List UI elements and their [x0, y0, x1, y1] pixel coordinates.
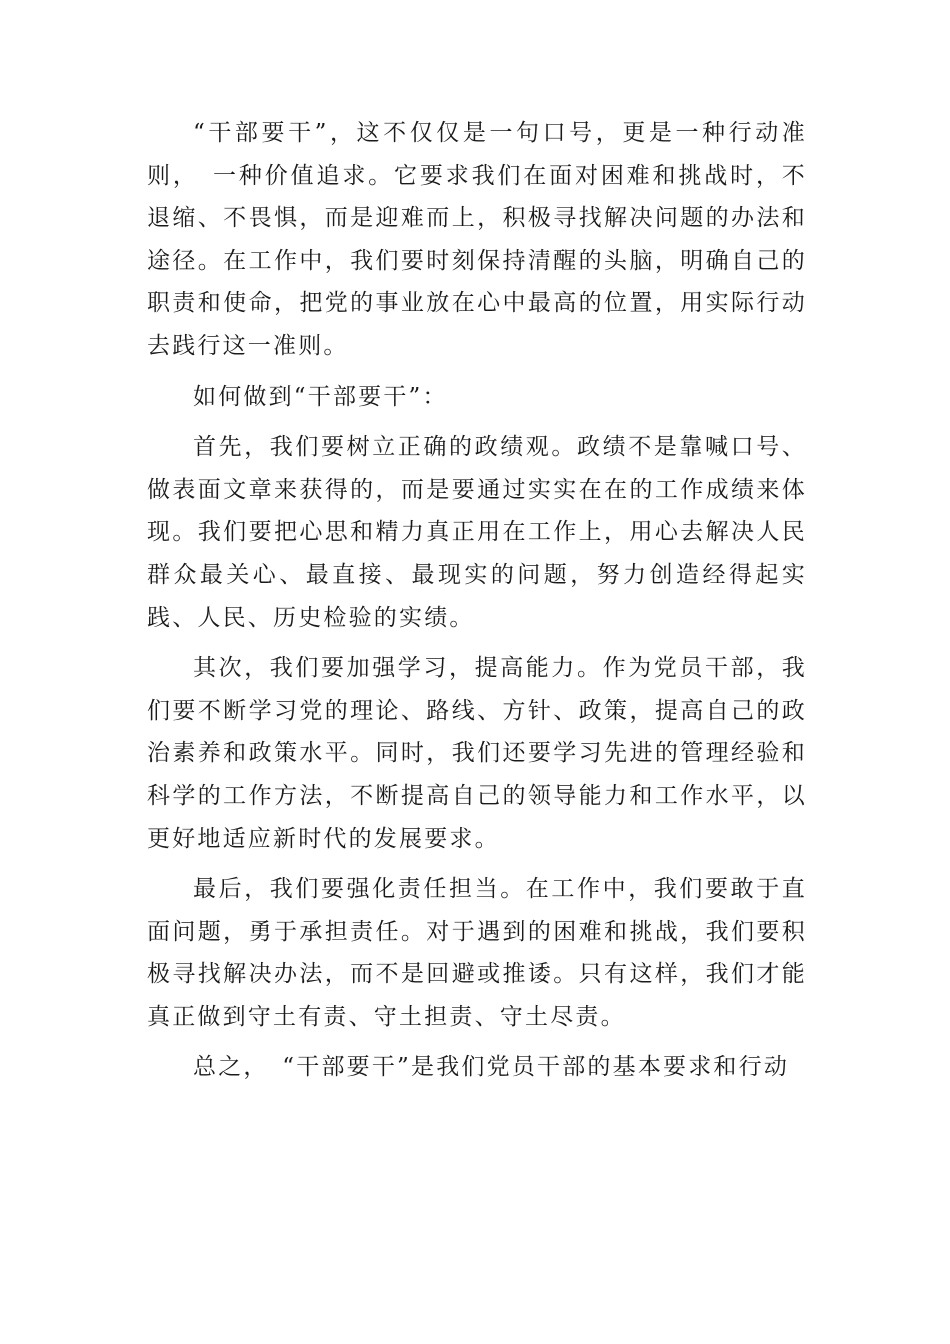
document-body	[147, 112, 807, 1089]
paragraph-first: 首先，我们要树立正确的政绩观。政绩不是靠喊口号、做表面文章来获得的，而是要通过实实在在的工作成绩来体现。我们要把心思和精力真正用在工作上，用心去解决人民群众最关心、最直接、最现实的问题，努力创造经得起实践、人民、历史检验的实绩。	[147, 434, 807, 631]
paragraph-intro: “干部要干”，这不仅仅是一句口号，更是一种行动准则， 一种价值追求。它要求我们在面对困难和挑战时，不退缩、不畏惧，而是迎难而上，积极寻找解决问题的办法和途径。在工作中，我们要时刻保持清醒的头脑，明确自己的职责和使命，把党的事业放在心中最高的位置，用实际行动去践行这一准则。	[147, 120, 807, 359]
paragraph-conclusion: 总之， “干部要干”是我们党员干部的基本要求和行动	[193, 1054, 790, 1081]
paragraph-second: 其次，我们要加强学习，提高能力。作为党员干部，我们要不断学习党的理论、路线、方针、政策，提高自己的政治素养和政策水平。同时，我们还要学习先进的管理经验和科学的工作方法，不断提高自己的领导能力和工作水平，以更好地适应新时代的发展要求。	[147, 655, 807, 852]
paragraph-last: 最后，我们要强化责任担当。在工作中，我们要敢于直面问题，勇于承担责任。对于遇到的困难和挑战，我们要积极寻找解决办法，而不是回避或推诿。只有这样，我们才能真正做到守土有责、守土担责、守土尽责。	[147, 876, 807, 1030]
paragraph-how-to-heading: 如何做到“干部要干”：	[193, 383, 448, 410]
